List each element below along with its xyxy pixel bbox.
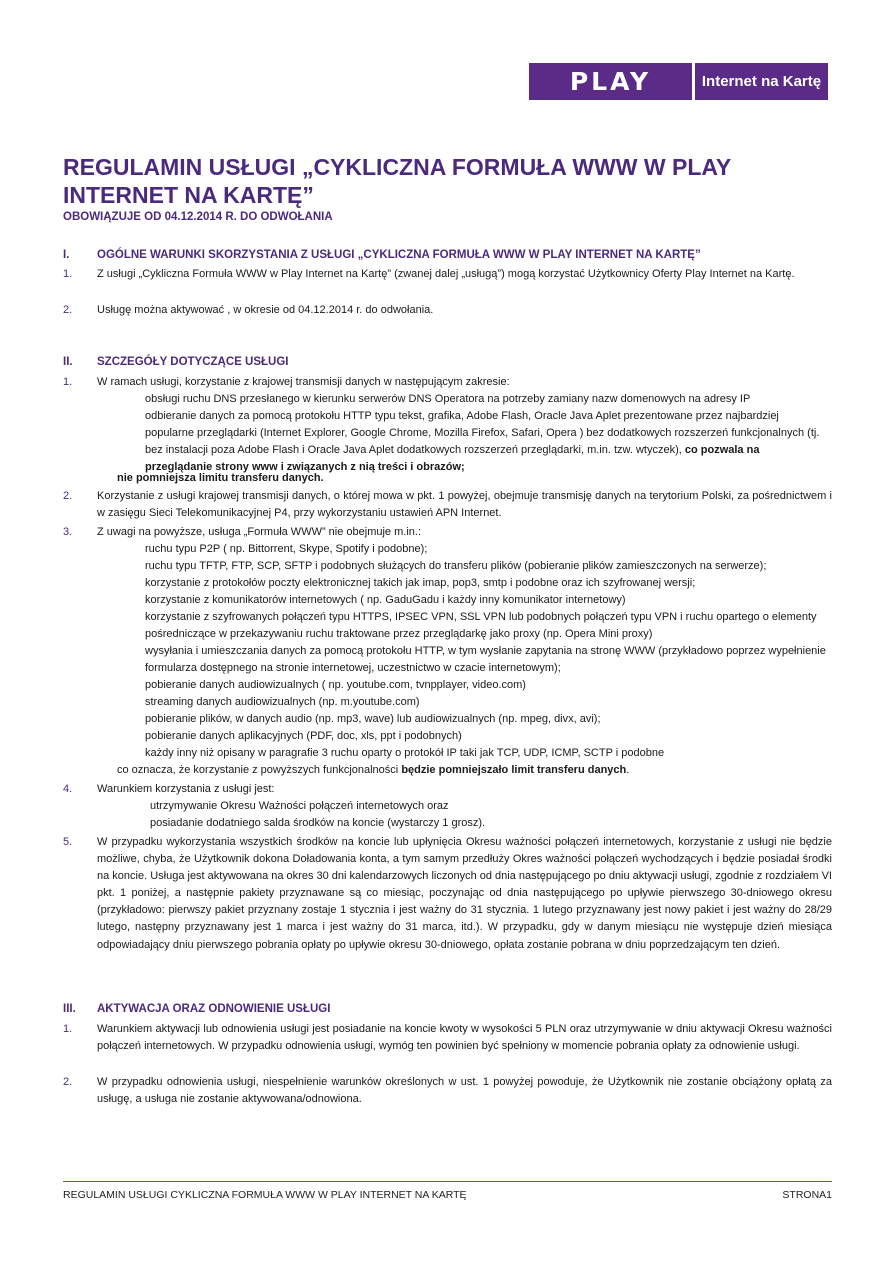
page-title: REGULAMIN USŁUGI „CYKLICZNA FORMUŁA WWW W PLAY INTERNET NA KARTĘ” [63,154,731,208]
sub-item: ruchu typu P2P ( np. Bittorrent, Skype, Spotify i podobne); [145,543,428,555]
sub-item: co oznacza, że korzystanie z powyższych funkcjonalności będzie pomniejszało limit transferu danych. [117,764,630,776]
list-item: 3. Z uwagi na powyższe, usługa „Formuła WWW” nie obejmuje m.in.: [63,526,421,538]
sub-item: posiadanie dodatniego salda środków na koncie (wystarczy 1 grosz). [150,817,486,829]
sub-item: pobieranie danych audiowizualnych ( np. youtube.com, tvnpplayer, video.com) [145,679,526,691]
page-subtitle: OBOWIĄZUJE OD 04.12.2014 R. DO ODWOŁANIA [63,211,333,223]
sub-item: obsługi ruchu DNS przesłanego w kierunku serwerów DNS Operatora na potrzeby zamiany nazw domenowych na adresy IP [145,393,751,405]
list-item: 2. W przypadku odnowienia usługi, niespełnienie warunków określonych w ust. 1 powyżej powoduje, że Użytkownik nie zostanie obciążony opłatą za usługę, a usługa nie zostanie aktywowana/odnowiona. [63,1076,832,1106]
list-item: 4. Warunkiem korzystania z usługi jest: [63,783,275,795]
sub-item: wysyłania i umieszczania danych za pomocą protokołu HTTP, w tym wysłanie zapytania na stronę WWW (przykładowo poprzez wypełnienie formularza dostępnego na stronie internetowej, uczestnictwo w czacie internetowym); [145,645,826,675]
play-logo: PLAY [529,63,692,100]
sub-item: utrzymywanie Okresu Ważności połączeń internetowych oraz [150,800,449,812]
sub-item: korzystanie z protokołów poczty elektronicznej takich jak imap, pop3, smtp i podobne oraz ich szyfrowanej wersji; [145,577,696,589]
section-heading-3: III. AKTYWACJA ORAZ ODNOWIENIE USŁUGI [63,1003,331,1015]
sub-item: korzystanie z szyfrowanych połączeń typu HTTPS, IPSEC VPN, SSL VPN lub podobnych połączeń typu VPN i ruchu opartego o elementy pośredniczące w przekazywaniu ruchu traktowane przez przeglądarkę jako proxy (np. Opera Mini proxy) [145,611,817,641]
list-item: 2. Usługę można aktywować , w okresie od 04.12.2014 r. do odwołania. [63,304,434,316]
sub-item: streaming danych audiowizualnych (np. m.youtube.com) [145,696,420,708]
sub-item: korzystanie z komunikatorów internetowych ( np. GaduGadu i każdy inny komunikator internetowy) [145,594,626,606]
list-item: 1. W ramach usługi, korzystanie z krajowej transmisji danych w następującym zakresie: [63,376,510,388]
footer-divider [63,1181,832,1182]
list-item: 1. Warunkiem aktywacji lub odnowienia usługi jest posiadanie na koncie kwoty w wysokości 5 PLN oraz utrzymywanie w dniu aktywacji Okresu ważności połączeń internetowych. W przypadku odnowienia usługi, wymóg ten powinien być spełniony w momencie pobrania opłaty za odnowienie usługi. [63,1023,832,1053]
footer-title: REGULAMIN USŁUGI CYKLICZNA FORMUŁA WWW W PLAY INTERNET NA KARTĘ [63,1189,467,1201]
section-heading-1: I. OGÓLNE WARUNKI SKORZYSTANIA Z USŁUGI „CYKLICZNA FORMUŁA WWW W PLAY INTERNET NA KARTĘ” [63,249,701,261]
list-item: 1. Z usługi „Cykliczna Formuła WWW w Play Internet na Kartę” (zwanej dalej „usługą”) mogą korzystać Użytkownicy Oferty Play Internet na Kartę. [63,268,795,280]
sub-item: ruchu typu TFTP, FTP, SCP, SFTP i podobnych służących do transferu plików (pobieranie plików zamieszczonych na serwerze); [145,560,767,572]
list-item: 5. W przypadku wykorzystania wszystkich środków na koncie lub upłynięcia Okresu ważności połączeń internetowych, korzystanie z usługi nie będzie możliwe, chyba, że Użytkownik dokona Doładowania konta, a tym samym przedłuży Okres ważności połączeń wychodzących i będzie posiadał środki na koncie. Usługa jest aktywowana na okres 30 dni kalendarzowych liczonych od dnia następującego po dniu aktywacji usługi, zgodnie z rozdziałem VI pkt. 1 poniżej, a następnie pakiety przyznawane są co miesiąc, poczynając od dnia następującego po upływie pierwszego 30-dniowego okresu (przykładowo: pierwszy pakiet przyznany zostaje 1 stycznia i jest ważny do 31 stycznia. 1 lutego przyznawany jest nowy pakiet i jest ważny do 28/29 lutego, następny przyznawany jest 1 marca i jest ważny do 31 marca, itd.). W przypadku, gdy w danym miesiącu nie występuje dzień miesiąca odpowiadający dniu pierwszego pobrania opłaty po upływie okresu 30-dniowego, opłata zostanie pobrana w dniu poprzedzającym ten dzień. [63,836,832,951]
sub-item: pobieranie plików, w danych audio (np. mp3, wave) lub audiowizualnych (np. mpeg, divx, avi); [145,713,601,725]
list-item: 2. Korzystanie z usługi krajowej transmisji danych, o której mowa w pkt. 1 powyżej, obejmuje transmisję danych na terytorium Polski, za pośrednictwem i w zasięgu Sieci Telekomunikacyjnej P4, przy wykorzystaniu ustawień APN Internet. [63,490,832,520]
section-heading-2: II. SZCZEGÓŁY DOTYCZĄCE USŁUGI [63,356,289,368]
sub-item: nie pomniejsza limitu transferu danych. [117,472,324,484]
sub-item: odbieranie danych za pomocą protokołu HTTP typu tekst, grafika, Adobe Flash, Oracle Java Aplet prezentowane przez najbardziej popularne przeglądarki (Internet Explorer, Google Chrome, Mozilla Firefox, Safari, Opera ) bez dodatkowych rozszerzeń funkcjonalnych (tj. bez instalacji poza Adobe Flash i Oracle Java Aplet dodatkowych rozszerzeń przeglądarki, m.in. tzw. wtyczek), co pozwala na przeglądanie strony www i związanych z nią treści i obrazów; [145,410,820,474]
sub-item: pobieranie danych aplikacyjnych (PDF, doc, xls, ppt i podobnych) [145,730,462,742]
internet-na-karte-badge: Internet na Kartę [695,63,828,100]
sub-item: każdy inny niż opisany w paragrafie 3 ruchu oparty o protokół IP taki jak TCP, UDP, ICMP, SCTP i podobne [145,747,665,759]
page-number: STRONA1 [782,1189,832,1201]
